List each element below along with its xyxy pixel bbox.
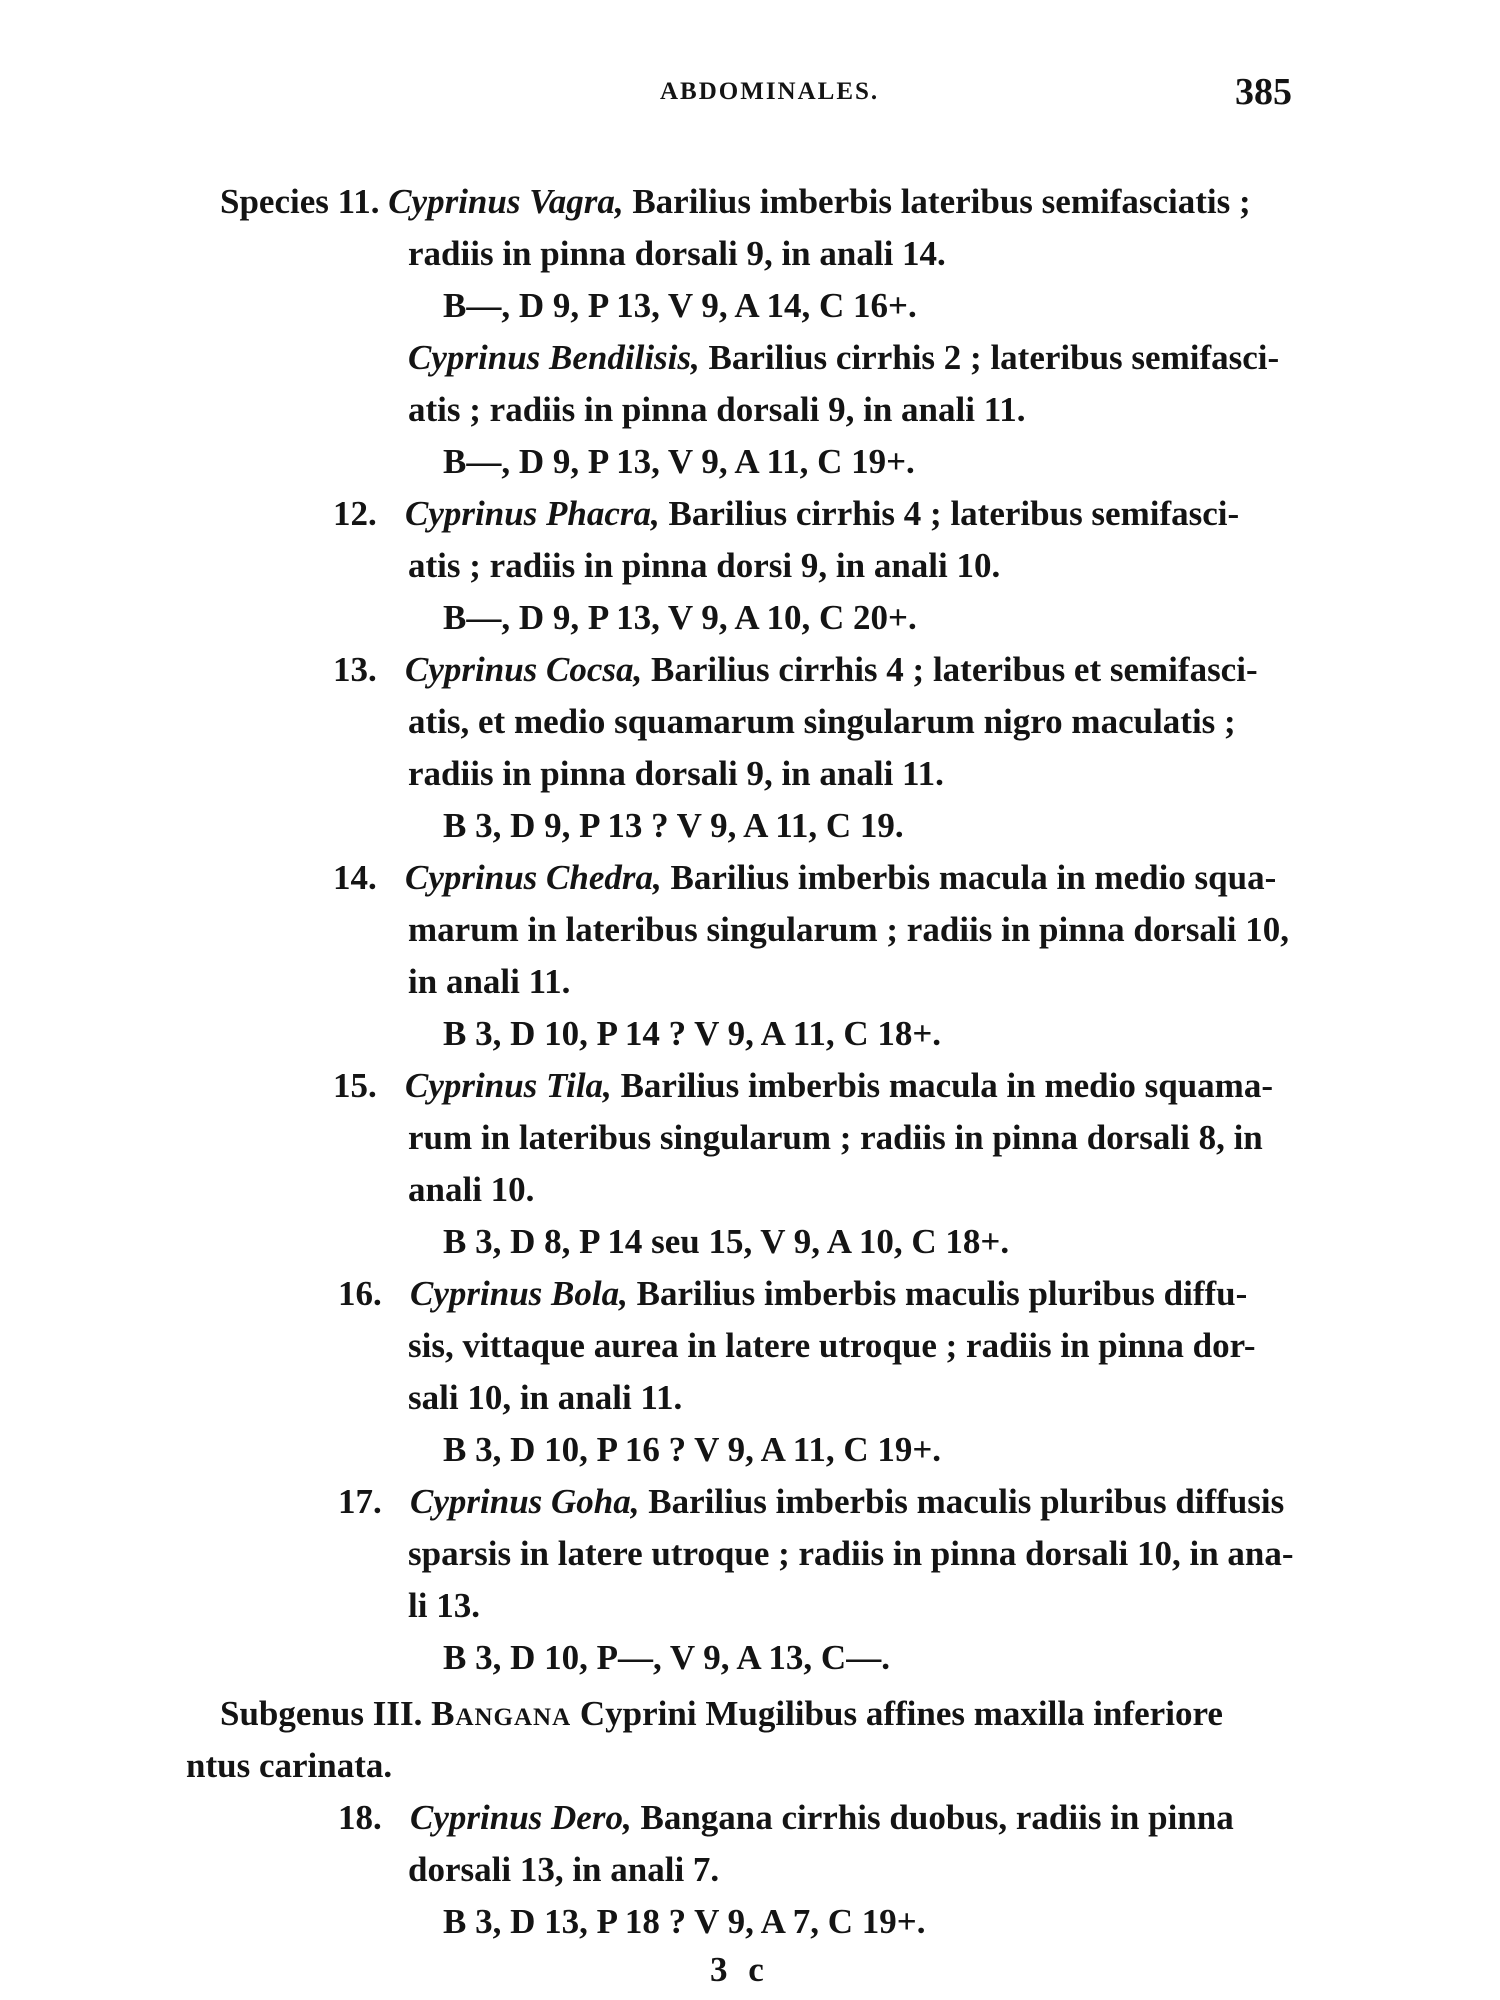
entry-17-line-3: li 13. [408,1586,480,1625]
entry-bendilisis-line-2: atis ; radiis in pinna dorsali 9, in anali 11. [408,390,1026,429]
entry-18-line-1 [338,1792,1234,1844]
entry-number: 13. [333,650,377,689]
species-name: Cyprinus Chedra, [405,858,662,897]
description-text: Barilius imberbis macula in medio squa- [670,858,1277,897]
species-name: Cyprinus Tila, [405,1066,612,1105]
entry-11-line-1 [220,176,1251,228]
printer-signature: 3 c [710,1950,770,1989]
entry-number: 12. [333,494,377,533]
entry-12-line-1 [333,488,1239,540]
entry-13-formula: B 3, D 9, P 13 ? V 9, A 11, C 19. [443,806,904,845]
description-text: Barilius imberbis maculis pluribus diffu- [636,1274,1248,1313]
entry-14-line-2: marum in lateribus singularum ; radiis in pinna dorsali 10, [408,910,1289,949]
entry-number: 17. [338,1482,382,1521]
entry-11-line-2: radiis in pinna dorsali 9, in anali 14. [408,234,946,273]
entry-11-formula: B—, D 9, P 13, V 9, A 14, C 16+. [443,286,917,325]
species-name: Cyprinus Cocsa, [405,650,643,689]
species-name: Cyprinus Bola, [410,1274,628,1313]
species-name: Cyprinus Phacra, [405,494,660,533]
running-head: ABDOMINALES. [660,78,880,105]
entry-15-line-1 [333,1060,1273,1112]
entry-number: 16. [338,1274,382,1313]
entry-12-line-2: atis ; radiis in pinna dorsi 9, in anali 10. [408,546,1001,585]
entry-14-line-3: in anali 11. [408,962,571,1001]
entry-15-line-3: anali 10. [408,1170,535,1209]
entry-17-formula: B 3, D 10, P—, V 9, A 13, C—. [443,1638,890,1677]
description-text: Barilius cirrhis 4 ; lateribus et semifasci- [651,650,1258,689]
description-text: Barilius imberbis maculis pluribus diffusis [648,1482,1285,1521]
subgenus-line-2: ntus carinata. [186,1746,393,1785]
description-text: Barilius imberbis macula in medio squama- [620,1066,1273,1105]
species-name: Cyprinus Vagra, [388,182,624,221]
description-text: Barilius cirrhis 2 ; lateribus semifasci- [708,338,1280,377]
entry-13-line-1 [333,644,1258,696]
entry-16-line-2: sis, vittaque aurea in latere utroque ; radiis in pinna dor- [408,1326,1256,1365]
description-text: Barilius imberbis lateribus semifasciatis ; [632,182,1251,221]
entry-number: 15. [333,1066,377,1105]
entry-12-formula: B—, D 9, P 13, V 9, A 10, C 20+. [443,598,917,637]
subgenus-name: Bangana [431,1694,572,1733]
entry-15-line-2: rum in lateribus singularum ; radiis in pinna dorsali 8, in [408,1118,1263,1157]
subgenus-heading [220,1688,1223,1740]
entry-18-formula: B 3, D 13, P 18 ? V 9, A 7, C 19+. [443,1902,926,1941]
entry-17-line-1 [338,1476,1284,1528]
species-name: Cyprinus Goha, [410,1482,640,1521]
entry-18-line-2: dorsali 13, in anali 7. [408,1850,720,1889]
entry-16-line-1 [338,1268,1247,1320]
entry-13-line-2: atis, et medio squamarum singularum nigro maculatis ; [408,702,1236,741]
entry-number: 14. [333,858,377,897]
description-text: Bangana cirrhis duobus, radiis in pinna [640,1798,1234,1837]
entry-14-formula: B 3, D 10, P 14 ? V 9, A 11, C 18+. [443,1014,942,1053]
species-label: Species 11. [220,182,380,221]
entry-16-formula: B 3, D 10, P 16 ? V 9, A 11, C 19+. [443,1430,942,1469]
entry-bendilisis-line-1 [408,332,1279,384]
entry-14-line-1 [333,852,1276,904]
entry-15-formula: B 3, D 8, P 14 seu 15, V 9, A 10, C 18+. [443,1222,1010,1261]
subgenus-label: Subgenus III. [220,1694,423,1733]
entry-bendilisis-formula: B—, D 9, P 13, V 9, A 11, C 19+. [443,442,915,481]
entry-16-line-3: sali 10, in anali 11. [408,1378,683,1417]
entry-17-line-2: sparsis in latere utroque ; radiis in pinna dorsali 10, in ana- [408,1534,1294,1573]
entry-number: 18. [338,1798,382,1837]
entry-13-line-3: radiis in pinna dorsali 9, in anali 11. [408,754,944,793]
species-name: Cyprinus Bendilisis, [408,338,700,377]
subgenus-text: Cyprini Mugilibus affines maxilla inferiore [579,1694,1223,1733]
page-number: 385 [1235,71,1292,113]
species-name: Cyprinus Dero, [410,1798,632,1837]
description-text: Barilius cirrhis 4 ; lateribus semifasci- [668,494,1240,533]
